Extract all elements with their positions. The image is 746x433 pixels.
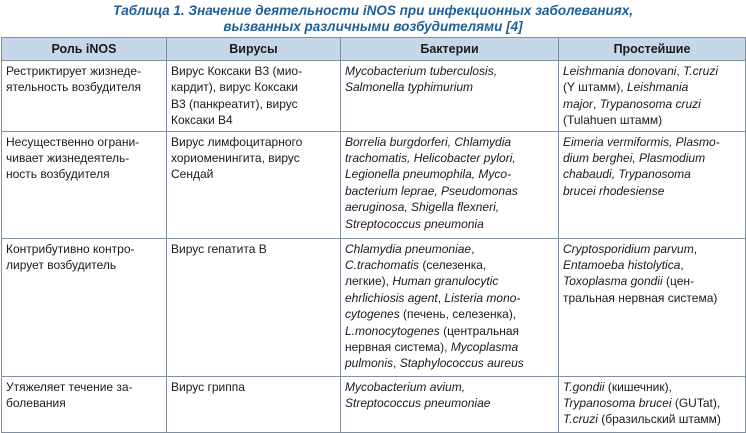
header-protozoa: Простейшие: [559, 38, 746, 61]
caption-line-2: вызванных различными возбудителями [4]: [223, 19, 523, 34]
header-bacteria: Бактерии: [341, 38, 559, 61]
cell-protozoa: Cryptosporidium parvum, Entamoeba histolytica, Toxoplasma gondii (цен- тральная нервная система): [559, 238, 746, 376]
cell-role: Рестриктирует жизнеде- ятельность возбудителя: [2, 61, 167, 132]
cell-viruses: Вирус гепатита В: [167, 238, 341, 376]
header-viruses: Вирусы: [167, 38, 341, 61]
caption-line-1: Таблица 1. Значение деятельности iNOS при инфекционных заболеваниях,: [113, 3, 633, 18]
cell-viruses: Вирус гриппа: [167, 376, 341, 432]
table-caption: [0, 3, 746, 35]
table-row: [2, 61, 746, 132]
table-header-row: [2, 38, 746, 61]
header-role: Роль iNOS: [2, 38, 167, 61]
cell-bacteria: Chlamydia pneumoniae, C.trachomatis (селезенка, легкие), Human granulocytic ehrlichiosis agent, Listeria mono- cytogenes (печень, селезенка), L.monocytogenes (центральная нервная система), Mycoplasma pulmonis, Staphylococcus aureus: [341, 238, 559, 376]
cell-role: Утяжеляет течение за- болевания: [2, 376, 167, 432]
cell-bacteria: Mycobacterium tuberculosis, Salmonella typhimurium: [341, 61, 559, 132]
table-row: [2, 376, 746, 432]
cell-bacteria: Mycobacterium avium, Streptococcus pneumoniae: [341, 376, 559, 432]
cell-role: Контрибутивно контро- лирует возбудитель: [2, 238, 167, 376]
cell-viruses: Вирус лимфоцитарного хориоменингита, вирус Сендай: [167, 131, 341, 238]
cell-bacteria: Borrelia burgdorferi, Chlamydia trachomatis, Helicobacter pylori, Legionella pneumophila, Myco- bacterium leprae, Pseudomonas aeruginosa, Shigella flexneri, Streptococcus pneumonia: [341, 131, 559, 238]
cell-protozoa: Leishmania donovani, T.cruzi (Y штамм), Leishmania major, Trypanosoma cruzi (Tulahuen штамм): [559, 61, 746, 132]
table-row: [2, 131, 746, 238]
cell-protozoa: T.gondii (кишечник), Trypanosoma brucei (GUTat), T.cruzi (бразильский штамм): [559, 376, 746, 432]
cell-role: Несущественно ограни- чивает жизнедеятель- ность возбудителя: [2, 131, 167, 238]
table-row: [2, 238, 746, 376]
inos-table: [1, 37, 746, 433]
cell-protozoa: Eimeria vermiformis, Plasmo- dium berghei, Plasmodium chabaudi, Trypanosoma brucei rhodesiense: [559, 131, 746, 238]
cell-viruses: Вирус Коксаки В3 (мио- кардит), вирус Коксаки В3 (панкреатит), вирус Коксаки В4: [167, 61, 341, 132]
